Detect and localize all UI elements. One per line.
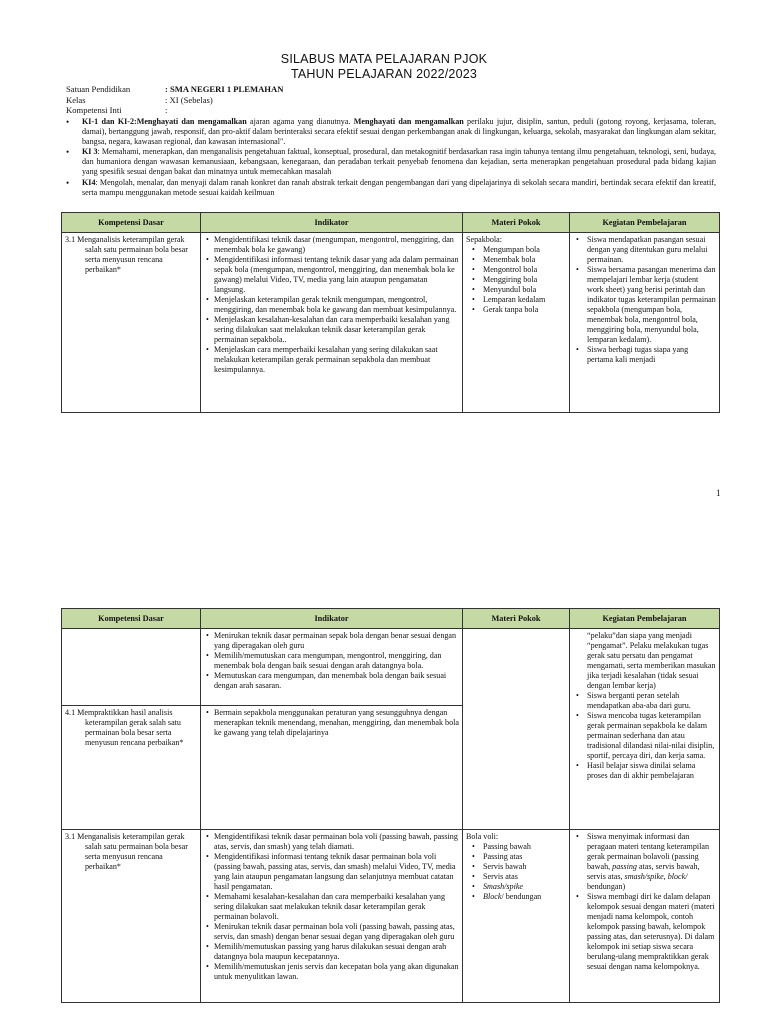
list-item: • Menirukan teknik dasar permainan sepak bola dengan benar sesuai dengan yang diperagakan oleh guru <box>214 631 459 651</box>
document-subtitle: TAHUN PELAJARAN 2022/2023 <box>290 67 478 81</box>
kd-text <box>65 235 197 275</box>
header-kegiatan: Kegiatan Pembelajaran <box>570 213 720 233</box>
indikator-cell <box>201 233 463 413</box>
list-item: • Memilih/memutuskan cara mengumpan, mengontrol, menggiring, dan menembak bola dengan baik sesuai dengan arah datangnya bola. <box>214 651 459 671</box>
kegiatan-cell <box>570 629 720 830</box>
list-item: • Lemparan kedalam <box>483 295 566 305</box>
list-item: • Siswa membagi diri ke dalam delapan kelompok sesuai dengan materi (materi menjadi nama kelompok, contoh kelompok passing bawah, kelompok passing atas, dan seterusnya). Di dalam kelompok ini setiap siswa secara berulang-ulang mempraktikkan gerak sesuai dengan nama kelompoknya. <box>587 892 716 972</box>
kd-number: 3.1 <box>65 832 76 841</box>
kegiatan-continued: “pelaku”dan siapa yang menjadi “pengamat”. Pelaku melakukan tugas gerak satu persatu dan pengamat mengamati, serta memberikan masukan jika terjadi kesalahan (tidak sesuai dengan lembar kerja) <box>587 631 716 690</box>
indikator-cell <box>201 830 463 1003</box>
list-item: • Siswa mencoba tugas keterampilan gerak permainan sepakbola ke dalam permainan sederhana dan atau tradisional dilandasi nilai-nilai disiplin, sportif, percaya diri, dan kerja sama. <box>587 711 716 761</box>
ki-1-2-text-cont: perilaku jujur, disiplin, santun, peduli (gotong royong, kerjasama, toleran, damai), bertanggung jawab, responsif, dan pro-aktif dalam berinteraksi secara efektif sesuai dengan perkembangan anak di lingkungan, keluarga, sekolah, masyarakat dan lingkungan alam sekitar, bangsa, negara, kawasan regional, dan kawasan internasional". <box>82 117 716 147</box>
list-item: • Mengontrol bola <box>483 265 566 275</box>
table-row <box>62 629 720 706</box>
list-item: • Mengidentifikasi informasi tentang teknik dasar yang ada dalam permainan sepak bola (mengumpan, mengontrol, menggiring, dan menembak bola ke gawang) melalui Video, TV, media yang lain ataupun pengamatan langsung. <box>214 255 459 295</box>
list-item: • Passing bawah <box>483 842 566 852</box>
list-item: • Menirukan teknik dasar permainan bola voli (passing bawah, passing atas, servis, dan smash) dengan benar sesuai degan yang diperagakan oleh guru <box>214 922 459 942</box>
indikator-cell <box>201 706 463 830</box>
ki-item <box>66 117 716 147</box>
list-item: • Menyundul bola <box>483 285 566 295</box>
list-item: • Siswa mendapatkan pasangan sesuai dengan yang ditentukan guru melalui permainan. <box>587 235 716 265</box>
ki-label: Kompetensi Inti <box>66 105 122 116</box>
satuan-label: Satuan Pendidikan <box>66 84 131 94</box>
kompetensi-inti-list <box>66 117 716 198</box>
list-item: • Mengidentifikasi informasi tentang teknik dasar permainan bola voli (passing bawah, passing atas, servis, dan smash) melalui Video, TV, media yang lain ataupun pengamatan langsung dan selanjutnya membuat catatan hasil pengamatan. <box>214 852 459 892</box>
list-item: • Menggiring bola <box>483 275 566 285</box>
identity-block <box>66 84 283 116</box>
list-item: • Memutuskan cara mengumpan, dan menembak bola dengan baik sesuai dengan arah sasaran. <box>214 671 459 691</box>
kd-cell <box>62 830 201 1003</box>
list-item: • Siswa berbagi tugas siapa yang pertama kali menjadi <box>587 345 716 365</box>
kd-text <box>65 708 197 748</box>
kd-description: Menganalisis keterampilan gerak salah satu permainan bola besar serta menyusun rencana perbaikan* <box>77 235 188 274</box>
list-item: • Memahami kesalahan-kesalahan dan cara memperbaiki kesalahan yang sering dilakukan saat melakukan teknik dasar keterampilan gerak permainan bolavoli. <box>214 892 459 922</box>
ki-4-text: : Mengolah, menalar, dan menyaji dalam ranah konkret dan ranah abstrak terkait dengan pengembangan dari yang dipelajarinya di sekolah secara mandiri, bertindak secara efektif dan kreatif, serta mampu menggunakan metode sesuai kaidah keilmuan <box>82 177 716 197</box>
list-item: • Block/ bendungan <box>483 892 566 902</box>
list-item: • Passing atas <box>483 852 566 862</box>
list-item: • Memilih/memutuskan jenis servis dan kecepatan bola yang akan digunakan untuk menyulitkan lawan. <box>214 962 459 982</box>
list-item: • Gerak tanpa bola <box>483 305 566 315</box>
table-header-row <box>62 213 720 233</box>
kegiatan-cell <box>570 233 720 413</box>
kd-text <box>65 832 197 872</box>
list-item: • Mengidentifikasi teknik dasar permainan bola voli (passing bawah, passing atas, servis, dan smash) yang telah diamati. <box>214 832 459 852</box>
materi-heading: Sepakbola: <box>466 235 502 244</box>
kelas-value: : XI (Sebelas) <box>165 94 213 105</box>
list-item: • Menembak bola <box>483 255 566 265</box>
ki-item <box>66 178 716 198</box>
table-row <box>62 233 720 413</box>
list-item: • Siswa berganti peran setelah mendapatkan aba-aba dari guru. <box>587 691 716 711</box>
list-item: • Servis bawah <box>483 862 566 872</box>
list-item: • Menjelaskan cara memperbaiki kesalahan yang sering dilakukan saat melakukan keterampilan gerak permainan sepakbola dan membuat kesimpulannya. <box>214 345 459 375</box>
page-number: 1 <box>716 488 721 498</box>
kd-cell <box>62 233 201 413</box>
ki-1-2-title: KI-1 dan KI-2:Menghayati dan mengamalkan <box>82 117 247 126</box>
materi-heading: Bola voli: <box>466 832 499 841</box>
ki-4-title: KI4 <box>82 177 96 187</box>
materi-cell <box>463 233 570 413</box>
header-indikator: Indikator <box>201 609 463 629</box>
ki-1-2-emphasis: Menghayati dan mengamalkan <box>353 117 464 126</box>
kelas-label: Kelas <box>66 94 86 105</box>
kegiatan-cell <box>570 830 720 1003</box>
satuan-value: : SMA NEGERI 1 PLEMAHAN <box>165 84 284 94</box>
list-item: • Siswa menyimak informasi dan peragaan materi tentang keterampilan gerak permainan bolavoli (passing bawah, passing atas, servis bawah, servis atas, smash/spike, block/ bendungan) <box>587 832 716 892</box>
materi-cell <box>463 629 570 830</box>
kd-number: 3.1 <box>65 235 76 244</box>
header-kegiatan: Kegiatan Pembelajaran <box>570 609 720 629</box>
list-item: • Mengidentifikasi teknik dasar (mengumpan, mengontrol, menggiring, dan menembak bola ke gawang) <box>214 235 459 255</box>
ki-3-title: KI 3 <box>82 147 98 157</box>
list-item: • Menjelaskan keterampilan gerak teknik mengumpan, mengontrol, menggiring, dan menembak bola ke gawang dan membuat kesimpulannya. <box>214 295 459 315</box>
list-item: • Smash/spike <box>483 882 566 892</box>
list-item: • Memilih/memutuskan passing yang harus dilakukan sesuai dengan arah datangnya bola maupun kecepatannya. <box>214 942 459 962</box>
header-kompetensi-dasar: Kompetensi Dasar <box>62 213 201 233</box>
kd-number: 4.1 <box>65 708 76 717</box>
header-materi-pokok: Materi Pokok <box>463 609 570 629</box>
ki-3-text: : Memahami, menerapkan, dan menganalisis pengetahuan faktual, konseptual, prosedural, dan metakognitif berdasarkan rasa ingin tahunya tentang ilmu pengetahuan, teknologi, seni, budaya, dan humaniora dengan wawasan kemanusiaan, kebangsaan, kenegaraan, dan peradaban terkait penyebab fenomena dan kejadian, serta menerapkan pengetahuan prosedural pada bidang kajian yang spesifik sesuai dengan bakat dan minatnya untuk memecahkan masalah <box>82 147 716 177</box>
list-item: • Mengumpan bola <box>483 245 566 255</box>
syllabus-table-1 <box>61 212 720 413</box>
kelas-row <box>66 95 283 106</box>
ki-row <box>66 105 283 116</box>
kd-description: Menganalisis keterampilan gerak salah satu permainan bola besar serta menyusun rencana perbaikan* <box>77 832 188 871</box>
list-item: • Siswa bersama pasangan menerima dan mempelajari lembar kerja (student work sheet) yang berisi perintah dan indikator tugas keterampilan permainan sepakbola (mengumpan bola, menembak bola, mengontrol bola, menggiring bola, menyundul bola, lemparan kedalam). <box>587 265 716 345</box>
kd-description: Mempraktikkan hasil analisis keterampilan gerak salah satu permainan bola besar serta menyusun rencana perbaikan* <box>77 708 184 747</box>
indikator-cell <box>201 629 463 706</box>
ki-1-2-text: ajaran agama yang dianutnya. <box>246 117 354 126</box>
satuan-row <box>66 84 283 95</box>
kd-cell <box>62 706 201 830</box>
list-item: • Menjelaskan kesalahan-kesalahan dan cara memperbaiki kesalahan yang sering dilakukan saat melakukan teknik dasar keterampilan gerak permainan sepakbola.. <box>214 315 459 345</box>
list-item: • Bermain sepakbola menggunakan peraturan yang sesungguhnya dengan menerapkan teknik menendang, menahan, menggiring, dan menembak bola ke gawang yang telah dipelajarinya <box>214 708 459 738</box>
table-row <box>62 830 720 1003</box>
header-kompetensi-dasar: Kompetensi Dasar <box>62 609 201 629</box>
ki-item <box>66 147 716 177</box>
header-materi-pokok: Materi Pokok <box>463 213 570 233</box>
syllabus-table-2 <box>61 608 720 1003</box>
page-2 <box>0 512 768 1024</box>
header-indikator: Indikator <box>201 213 463 233</box>
table-header-row <box>62 609 720 629</box>
kd-cell <box>62 629 201 706</box>
list-item: • Servis atas <box>483 872 566 882</box>
list-item: • Hasil belajar siswa dinilai selama proses dan di akhir pembelajaran <box>587 761 716 781</box>
ki-colon: : <box>165 105 168 116</box>
document-title: SILABUS MATA PELAJARAN PJOK <box>280 52 488 66</box>
materi-cell <box>463 830 570 1003</box>
